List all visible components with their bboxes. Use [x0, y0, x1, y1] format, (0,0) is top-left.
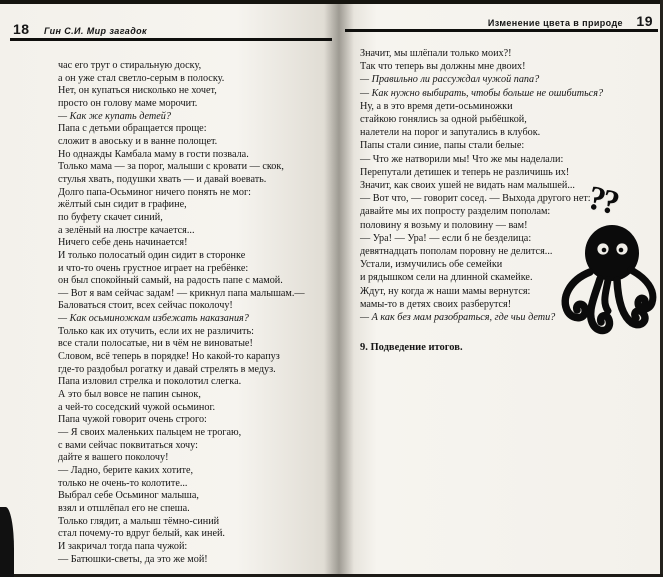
poem-line: — Ладно, берите каких хотите,: [58, 465, 194, 476]
left-running-header: [13, 21, 147, 39]
left-running-title: Гин С.И. Мир загадок: [44, 26, 148, 36]
right-header-rule: [345, 29, 658, 32]
poem-line: взял и отшлёпал его не спеша.: [58, 502, 190, 514]
poem-line: — Я своих маленьких пальцем не трогаю,: [58, 427, 242, 439]
poem-line: Перепутали детишек и теперь не различишь их!: [360, 166, 570, 178]
poem-line: стал почему-то вдруг белый, как иней.: [58, 528, 225, 540]
poem-line: а зелёный на люстре качается...: [58, 224, 195, 236]
poem-line: стулья хвать, подушки хвать — и давай воевать.: [58, 173, 267, 185]
poem-line: где-то раздобыл рогатку и давай стрелять в медуз.: [58, 363, 276, 375]
poem-line: мамы-то в детях своих разберутся!: [360, 298, 512, 310]
poem-line: — Как же купать детей?: [58, 110, 171, 122]
poem-line: сложит в авоську и в ванне полощет.: [58, 135, 218, 147]
poem-line: девятнадцать пополам поровну не делится...: [360, 246, 553, 258]
poem-line: с вами сейчас поквитаться хочу:: [58, 439, 198, 451]
octopus-icon: [556, 220, 660, 338]
section-heading: 9. Подведение итогов.: [360, 342, 463, 354]
poem-line: Баловаться стоит, всех сейчас поколочу!: [58, 300, 233, 312]
poem-line: Выбрал себе Осьминог малыша,: [58, 490, 199, 502]
poem-line: просто он голову маме морочит.: [58, 97, 198, 109]
poem-line: — Правильно ли рассуждал чужой папа?: [360, 74, 540, 86]
right-page-number: 19: [636, 13, 653, 29]
poem-line: налетели на порог и запутались в клубок.: [360, 127, 541, 139]
poem-line: Только глядит, а малыш тёмно-синий: [58, 515, 220, 527]
poem-line: Устали, измучились обе семейки: [360, 259, 503, 271]
poem-line: И только полосатый один сидит в сторонке: [58, 249, 246, 261]
poem-line: Значит, мы шлёпали только моих?!: [360, 48, 512, 59]
poem-line: Папы стали синие, папы стали белые:: [360, 140, 525, 152]
poem-line: Значит, как своих ушей не видать нам малышей...: [360, 180, 575, 192]
poem-line: дайте я вашего поколочу!: [58, 452, 169, 464]
page-gutter-shadow: [324, 4, 354, 574]
poem-line: Только как их отучить, если их не различить:: [58, 325, 254, 337]
poem-line: а чей-то соседский чужой осьминог.: [58, 401, 216, 413]
poem-line: — Ура! — Ура! — если б не безделица:: [360, 232, 532, 244]
poem-line: Долго папа-Осьминог ничего понять не мог:: [58, 186, 251, 198]
poem-line: Папа изловил стрелка и поколотил слегка.: [58, 376, 242, 388]
poem-line: — Вот что, — говорит сосед. — Выхода другого нет:: [360, 193, 591, 205]
left-page-text: [58, 60, 305, 566]
poem-line: Папа с детьми обращается проще:: [58, 123, 207, 135]
left-page-number: 18: [13, 21, 30, 37]
poem-line: А это был вовсе не папин сынок,: [58, 389, 201, 401]
poem-line: Только мама — за порог, малыши с кровати — скок,: [58, 161, 284, 173]
poem-line: только не очень-то колотите...: [58, 477, 188, 489]
octopus-figure: [556, 179, 662, 340]
poem-line: и что-то очень грустное играет на гребёнке:: [58, 262, 249, 274]
poem-line: Нет, он купаться нисколько не хочет,: [58, 85, 217, 97]
poem-line: Ну, а в это время дети-осьминожки: [360, 100, 513, 112]
poem-line: стайкою гонялись за одной рыбёшкой,: [360, 114, 527, 126]
poem-line: час его трут о стиральную доску,: [58, 60, 202, 71]
poem-line: Папа чужой говорит очень строго:: [58, 414, 207, 426]
poem-line: Так что теперь вы должны мне двоих!: [360, 61, 526, 73]
right-running-title: Изменение цвета в природе: [487, 18, 623, 28]
poem-line: Но однажды Камбала маму в гости позвала.: [58, 148, 249, 160]
poem-line: Словом, всё теперь в порядке! Но какой-то карапуз: [58, 351, 280, 363]
question-marks: ??: [584, 179, 621, 222]
poem-line: а он уже стал светло-серым в полоску.: [58, 72, 225, 84]
poem-line: — А как без мам разобраться, где чьи дети?: [360, 312, 556, 324]
poem-line: жёлтый сын сидит в графине,: [58, 199, 187, 211]
poem-line: Ждут, ну когда ж наши мамы вернутся:: [360, 285, 531, 297]
poem-line: он был спокойный самый, на радость папе с мамой.: [58, 275, 283, 287]
poem-line: И закричал тогда папа чужой:: [58, 540, 188, 552]
left-header-rule: [10, 38, 332, 41]
poem-line: Ничего себе день начинается!: [58, 237, 188, 249]
poem-line: — Что же натворили мы! Что же мы наделали:: [360, 153, 564, 165]
poem-line: — Как осьминожкам избежать наказания?: [58, 313, 249, 325]
poem-line: давайте мы их попросту разделим пополам:: [360, 206, 551, 218]
poem-line: — Как нужно выбирать, чтобы больше не ошибиться?: [360, 87, 604, 99]
scan-edge-top: [0, 0, 663, 4]
poem-line: — Батюшки-светы, да это же мой!: [58, 553, 208, 565]
poem-line: и рядышком сели на длинной скамейке.: [360, 272, 533, 284]
poem-line: по буфету скачет синий,: [58, 211, 163, 223]
poem-line: — Вот я вам сейчас задам! — крикнул папа малышам.—: [58, 287, 305, 299]
poem-line: половину я возьму и половину — вам!: [360, 219, 528, 231]
poem-line: все стали полосатые, ни в чём не виноватые!: [58, 338, 253, 350]
